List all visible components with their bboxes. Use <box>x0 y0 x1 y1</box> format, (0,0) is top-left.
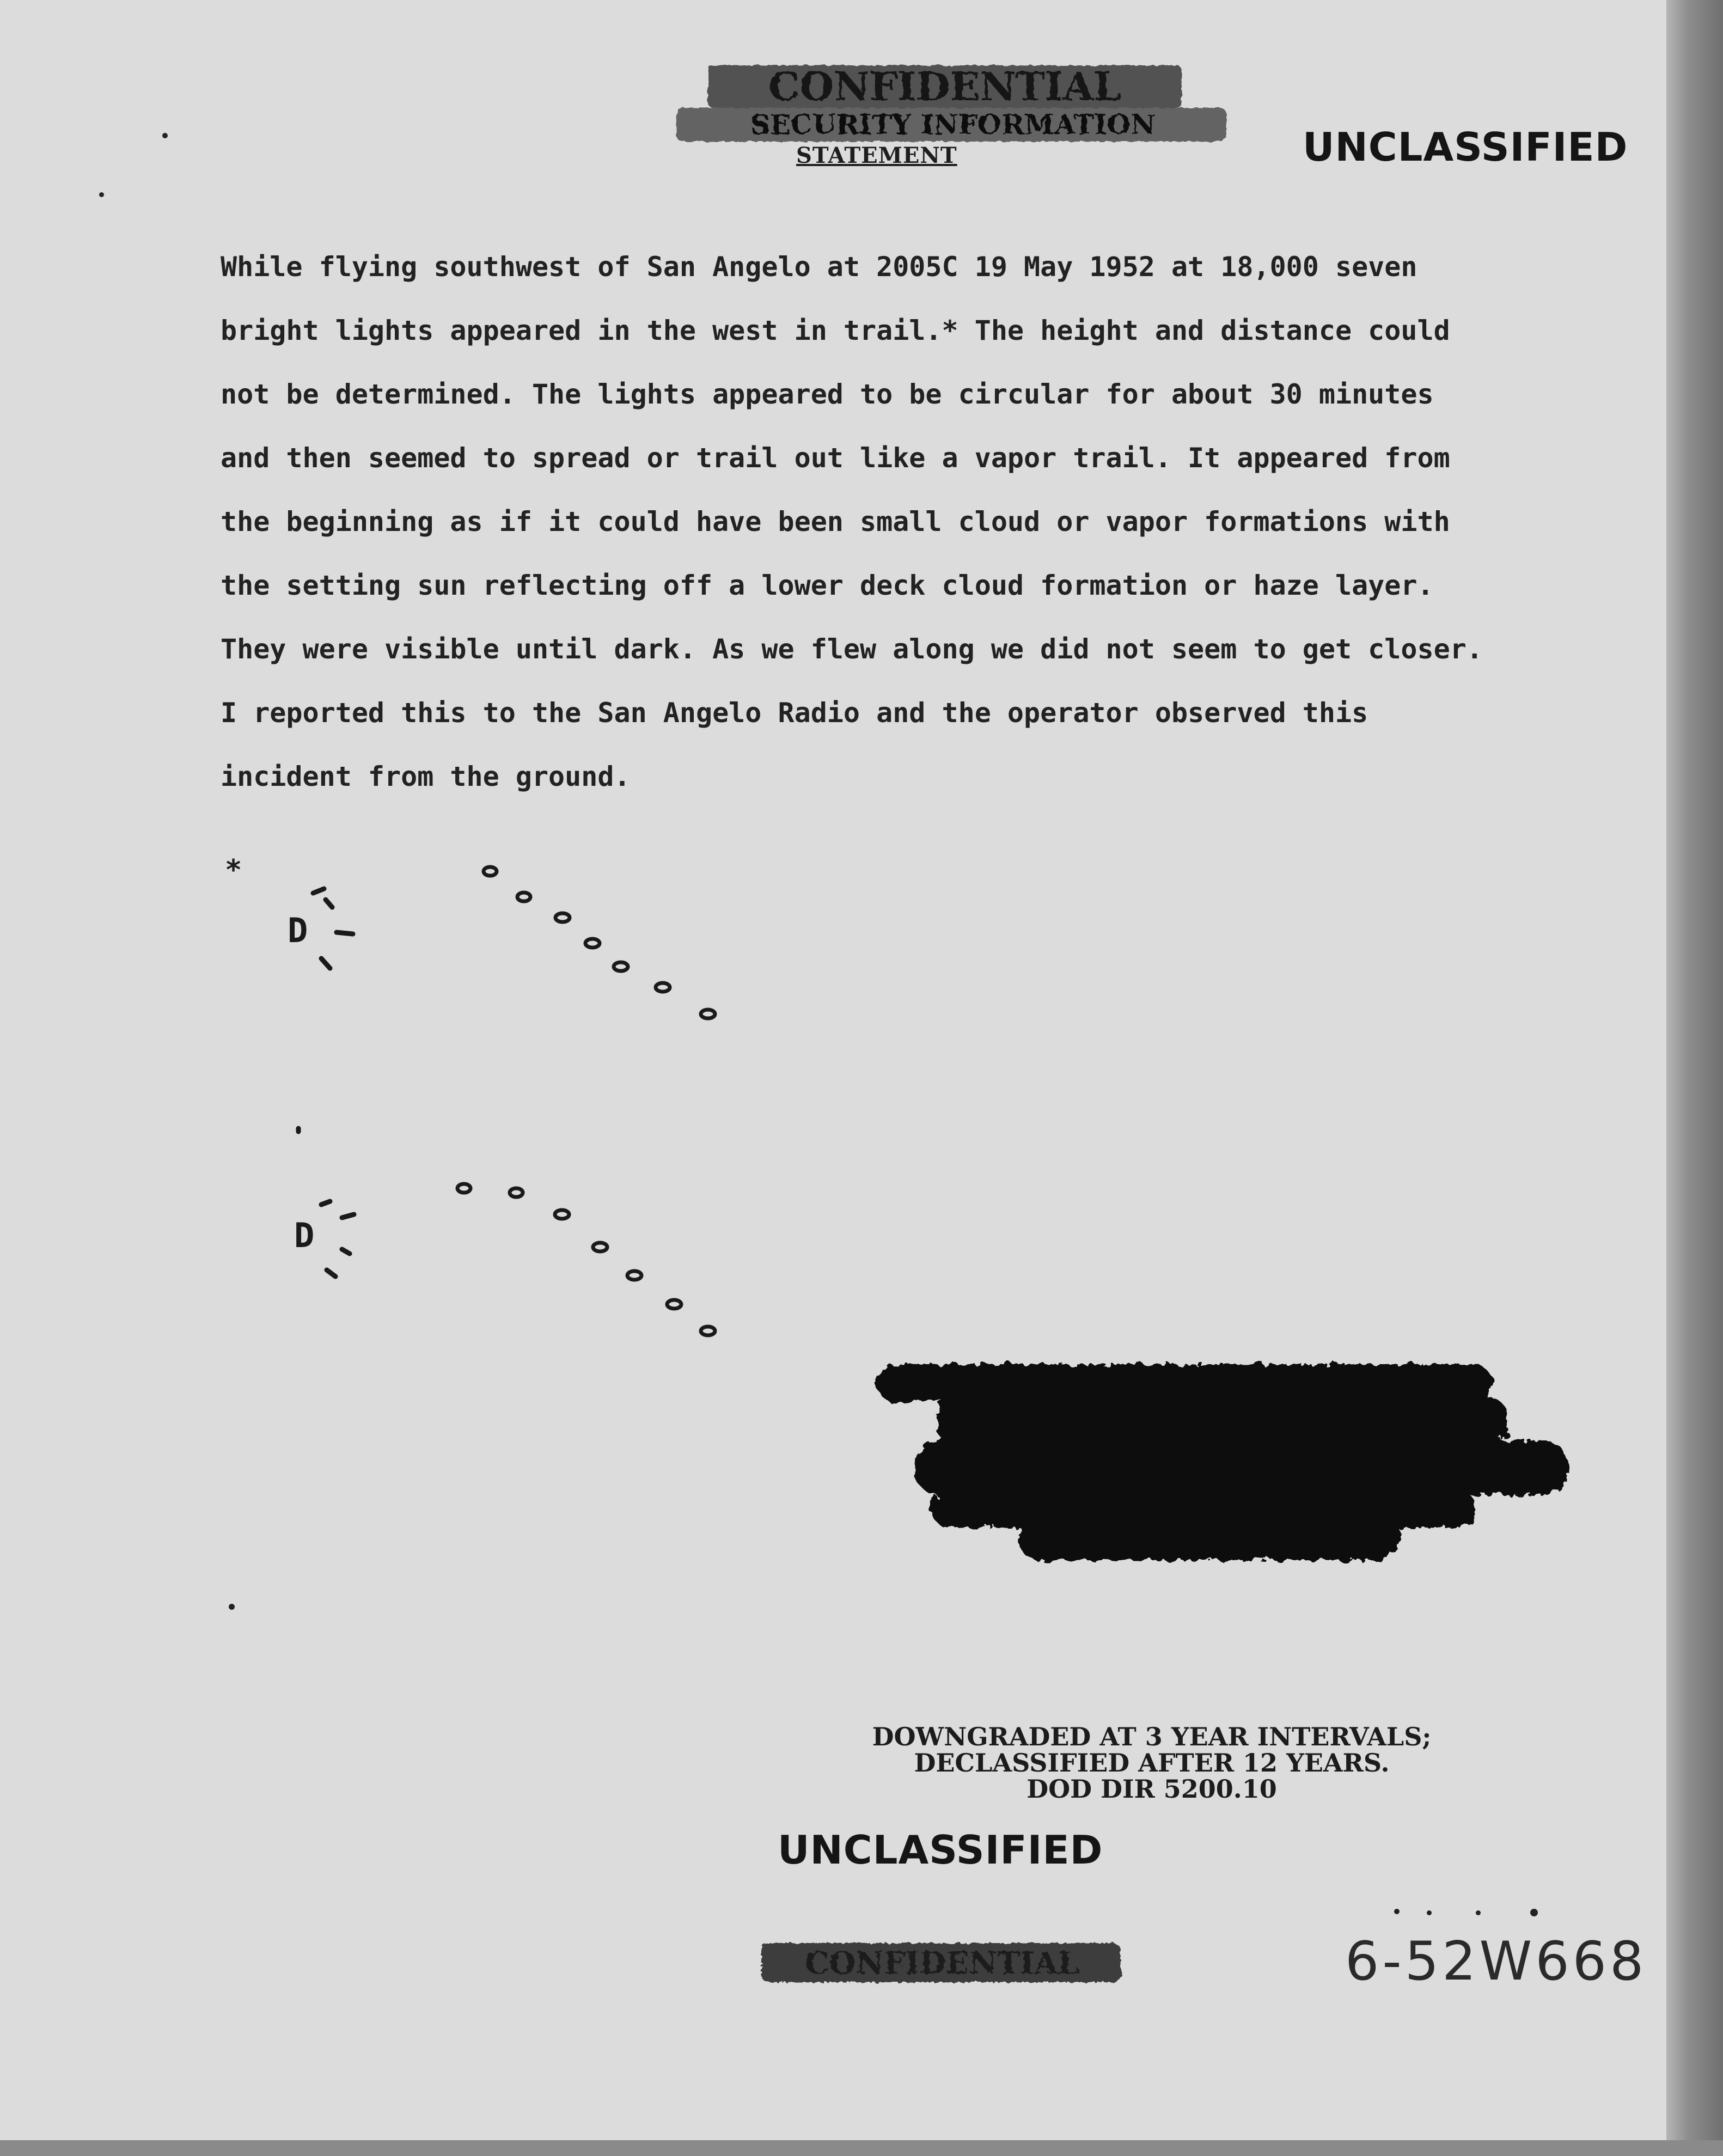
lights-sketch-lower <box>283 1111 751 1351</box>
body-line: and then seemed to spread or trail out like a vapor trail. It appeared from <box>221 442 1450 474</box>
body-line: the beginning as if it could have been small cloud or vapor formations with <box>221 506 1450 538</box>
body-line: the setting sun reflecting off a lower deck cloud formation or haze layer. <box>221 570 1434 601</box>
light-dot <box>510 1188 523 1197</box>
speck <box>1427 1910 1432 1915</box>
redacted-signature <box>871 1353 1579 1566</box>
sun-label: D <box>288 911 308 950</box>
file-number: 6-52W668 <box>1345 1931 1647 1993</box>
speck <box>1476 1910 1481 1915</box>
light-dot <box>627 1271 641 1280</box>
downgrade-line: DOWNGRADED AT 3 YEAR INTERVALS; <box>872 1722 1432 1751</box>
classification-top: UNCLASSIFIED <box>1303 124 1628 170</box>
light-dot <box>585 939 600 948</box>
light-dot <box>614 962 628 971</box>
light-dot <box>593 1243 607 1251</box>
body-line: I reported this to the San Angelo Radio and the operator observed this <box>221 697 1368 729</box>
downgrade-line: DECLASSIFIED AFTER 12 YEARS. <box>914 1748 1390 1778</box>
stamp-security-text: SECURITY INFORMATION <box>750 108 1156 141</box>
light-dot <box>555 913 570 922</box>
footnote-marker: * <box>225 854 242 887</box>
sun-label: D <box>294 1216 315 1255</box>
light-dot <box>701 1327 715 1335</box>
speck <box>99 192 104 197</box>
body-line: incident from the ground. <box>221 761 631 792</box>
body-line: While flying southwest of San Angelo at 2005C 19 May 1952 at 18,000 seven <box>221 251 1417 283</box>
classification-bottom: UNCLASSIFIED <box>778 1827 1103 1873</box>
downgrade-stamp <box>866 1724 1438 1802</box>
statement-heading: STATEMENT <box>796 143 957 168</box>
light-dot <box>517 893 530 901</box>
body-line: They were visible until dark. As we flew along we did not seem to get closer. <box>221 633 1483 665</box>
light-dot <box>484 867 497 876</box>
speck <box>1530 1909 1538 1916</box>
speck <box>162 133 168 138</box>
scan-edge-bottom <box>0 2140 1723 2156</box>
stamp-confidential-text: CONFIDENTIAL <box>768 64 1121 109</box>
light-dot <box>555 1210 569 1219</box>
confidential-stamp-top <box>675 64 1231 151</box>
stamp-confidential-text: CONFIDENTIAL <box>805 1945 1079 1981</box>
light-dot <box>667 1300 681 1309</box>
speck <box>1394 1909 1400 1914</box>
speck <box>229 1604 235 1610</box>
scan-edge-right <box>1666 0 1723 2156</box>
light-dot <box>701 1010 715 1018</box>
body-line: not be determined. The lights appeared to be circular for about 30 minutes <box>221 378 1434 410</box>
confidential-stamp-bottom <box>757 1938 1127 1987</box>
light-dot <box>656 983 670 992</box>
lights-sketch-upper <box>272 850 751 1035</box>
body-line: bright lights appeared in the west in trail.* The height and distance could <box>221 315 1450 346</box>
light-dot <box>457 1184 471 1193</box>
downgrade-line: DOD DIR 5200.10 <box>1027 1774 1277 1804</box>
statement-body <box>221 235 1517 809</box>
